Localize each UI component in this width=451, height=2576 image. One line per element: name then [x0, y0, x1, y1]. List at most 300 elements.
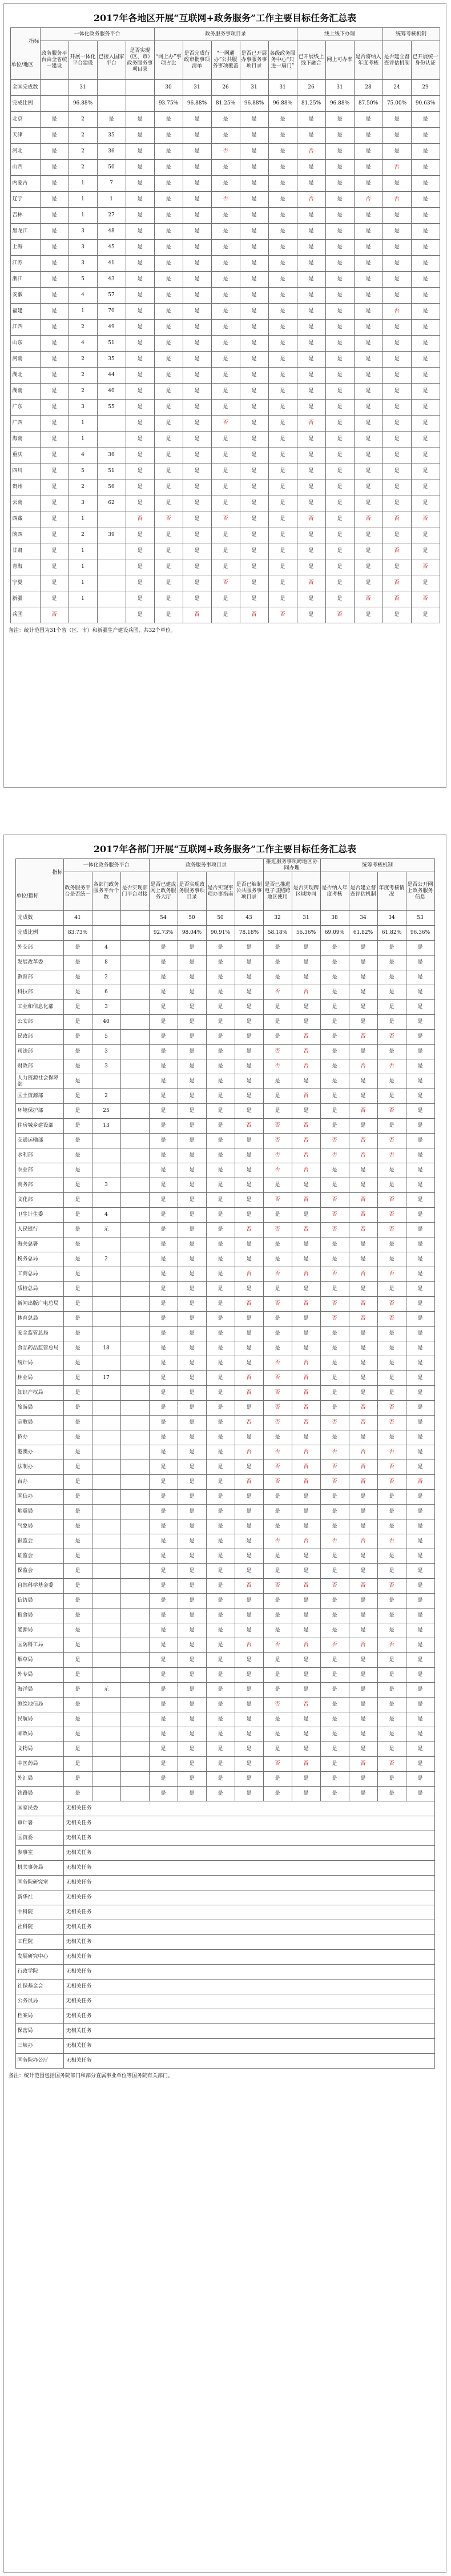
table-cell: 是 [268, 336, 297, 352]
table-cell: 是 [377, 1712, 406, 1727]
header-column-3: 是否实现部门平台对接 [120, 872, 149, 911]
table-cell: 是 [406, 1460, 434, 1475]
table-cell: 是 [406, 1356, 434, 1371]
table-cell: 1 [69, 208, 97, 224]
no-task-row [15, 1980, 434, 1994]
table-cell: 是 [154, 591, 183, 607]
table-cell: 是 [263, 1104, 292, 1119]
table-cell: 是 [211, 176, 240, 192]
table-cell: 是 [354, 607, 382, 623]
table-cell [97, 559, 126, 575]
table-cell: 否 [235, 1416, 263, 1430]
table-cell: 是 [263, 1430, 292, 1445]
table-row [15, 1134, 434, 1148]
table-cell [120, 1208, 149, 1223]
table-cell: 是 [382, 527, 411, 543]
table-cell: 27 [97, 208, 126, 224]
table-cell: 是 [63, 985, 92, 1000]
row-label: 广西 [10, 416, 40, 432]
table-cell: 是 [263, 1549, 292, 1564]
table-cell: 是 [235, 1653, 263, 1668]
table-cell: 是 [349, 1772, 377, 1787]
table-cell: 是 [377, 941, 406, 956]
table-cell: 否 [377, 1148, 406, 1163]
table-cell: 是 [263, 1519, 292, 1534]
table-row [10, 384, 440, 400]
no-task-row [15, 1920, 434, 1935]
table-cell: 是 [377, 1742, 406, 1757]
table-cell: 是 [211, 400, 240, 416]
table-cell: 是 [154, 160, 183, 176]
table-cell [120, 1668, 149, 1683]
table-cell: 是 [349, 1653, 377, 1668]
no-task-row [15, 1905, 434, 1920]
table-cell [92, 926, 120, 941]
table-cell: 是 [320, 1015, 349, 1030]
table-row [10, 272, 440, 288]
table-cell: 是 [406, 1059, 434, 1074]
table-cell: 是 [292, 1430, 320, 1445]
table-cell: 是 [349, 1519, 377, 1534]
table-cell: 是 [297, 128, 325, 144]
table-cell: 4 [69, 448, 97, 463]
table-cell: 是 [268, 400, 297, 416]
table-cell: 是 [268, 288, 297, 304]
table-cell: 是 [377, 1356, 406, 1371]
table-cell: 是 [382, 416, 411, 432]
table-cell: 是 [40, 272, 69, 288]
table2-title: 2017年各部门开展“互联网+政务服务”工作主要目标任务汇总表 [93, 844, 357, 854]
table-cell: 是 [349, 1252, 377, 1267]
table-cell: 是 [354, 176, 382, 192]
table-cell: 否 [211, 511, 240, 527]
table-row [15, 1430, 434, 1445]
header-column-10: 是否纳入年度考核 [320, 872, 349, 911]
table-cell: 是 [377, 1327, 406, 1341]
no-task-status: 无相关任务 [63, 1861, 434, 1876]
table-cell: 是 [406, 1564, 434, 1579]
table-cell: 是 [149, 1000, 178, 1015]
row-label: 保监会 [15, 1564, 63, 1579]
table-cell: 是 [206, 1282, 235, 1297]
table-cell: 是 [40, 224, 69, 240]
table-cell: 是 [320, 1549, 349, 1564]
table-cell: 是 [320, 1371, 349, 1386]
table-cell: 是 [126, 304, 154, 320]
table-cell: 否 [411, 511, 440, 527]
table-cell: 是 [320, 1089, 349, 1104]
table-cell: 45 [97, 240, 126, 256]
table-cell: 是 [406, 985, 434, 1000]
table-cell: 是 [263, 1668, 292, 1683]
table-cell: 是 [126, 112, 154, 128]
table-cell: 是 [349, 1668, 377, 1683]
row-label: 体育总局 [15, 1312, 63, 1327]
table-cell: 是 [411, 384, 440, 400]
table-cell: 是 [292, 1519, 320, 1534]
table-cell: 是 [411, 336, 440, 352]
table-cell: 81.25% [211, 96, 240, 112]
table-cell: 是 [149, 1623, 178, 1638]
table-cell: 是 [126, 128, 154, 144]
row-label: 北京 [10, 112, 40, 128]
table-cell: 是 [406, 1371, 434, 1386]
table-cell: 是 [406, 1519, 434, 1534]
table-cell: 3 [92, 1178, 120, 1193]
table-cell: 是 [320, 1668, 349, 1683]
table-cell: 是 [126, 288, 154, 304]
table-cell: 是 [183, 432, 211, 448]
table-cell: 是 [349, 956, 377, 970]
table-cell: 2 [69, 352, 97, 368]
table-cell: 是 [183, 495, 211, 511]
table-cell: 是 [263, 1074, 292, 1089]
table-cell: 是 [320, 1683, 349, 1698]
table-cell: 是 [178, 1371, 206, 1386]
table-cell: 是 [40, 575, 69, 591]
table-cell: 是 [320, 1252, 349, 1267]
table-cell: 是 [178, 1282, 206, 1297]
table-cell: 否 [349, 1534, 377, 1549]
table-cell: 3 [92, 1059, 120, 1074]
table-cell: 55 [97, 400, 126, 416]
table-cell: 是 [235, 1742, 263, 1757]
table-cell: 是 [325, 320, 354, 336]
row-label: 机关事务局 [15, 1861, 63, 1876]
table-cell: 是 [292, 1787, 320, 1801]
table-cell [126, 80, 154, 96]
table-row [15, 1074, 434, 1089]
table-cell: 是 [149, 1074, 178, 1089]
no-task-status: 无相关任务 [63, 1950, 434, 1965]
table-row [10, 320, 440, 336]
table-cell: 是 [178, 1683, 206, 1698]
header-corner [10, 28, 40, 80]
row-label: 工商总局 [15, 1267, 63, 1282]
table-row [10, 224, 440, 240]
table-cell: 是 [183, 384, 211, 400]
corner-top-label: 指标 [52, 870, 63, 876]
table-cell: 无 [92, 1683, 120, 1698]
table-cell [92, 1564, 120, 1579]
table-cell: 是 [240, 192, 268, 208]
table-cell: 否 [292, 1371, 320, 1386]
row-label: 邮政局 [15, 1727, 63, 1742]
table-cell: 是 [377, 1045, 406, 1059]
table-cell: 是 [63, 1223, 92, 1237]
table-cell: 是 [206, 941, 235, 956]
table-cell: 是 [377, 1564, 406, 1579]
table-row [10, 400, 440, 416]
row-label: 工业和信息化部 [15, 1000, 63, 1015]
table-row [15, 1594, 434, 1609]
table-cell: 是 [354, 527, 382, 543]
table-cell: 是 [406, 1148, 434, 1163]
table-cell: 是 [382, 272, 411, 288]
table-cell: 是 [406, 1312, 434, 1327]
table-cell: 否 [292, 1445, 320, 1460]
no-task-status: 无相关任务 [63, 1846, 434, 1861]
table-cell: 是 [206, 1074, 235, 1089]
table-cell: 是 [377, 1594, 406, 1609]
table-cell: 是 [325, 208, 354, 224]
table-cell: 31 [69, 80, 97, 96]
table-cell: 是 [63, 1416, 92, 1430]
table-cell: 是 [377, 1698, 406, 1712]
table-cell: 是 [297, 527, 325, 543]
table-cell: 是 [149, 1252, 178, 1267]
table-cell: 是 [320, 1341, 349, 1356]
table-cell: 是 [240, 352, 268, 368]
table-cell: 是 [382, 400, 411, 416]
table-cell: 是 [183, 368, 211, 384]
table-cell: 是 [382, 607, 411, 623]
table-cell: 是 [63, 1579, 92, 1594]
department-summary-table [15, 858, 435, 2069]
table-cell: 是 [268, 112, 297, 128]
table-cell: 是 [63, 941, 92, 956]
table-cell: 是 [354, 224, 382, 240]
no-task-row [15, 1876, 434, 1890]
table-cell: 否 [292, 1460, 320, 1475]
table-cell: 56.36% [292, 926, 320, 941]
table-cell [120, 1059, 149, 1074]
row-label: 文化部 [15, 1193, 63, 1208]
table-cell: 是 [178, 1252, 206, 1267]
table-cell: 是 [292, 1712, 320, 1727]
table-row [10, 591, 440, 607]
table-row [15, 1787, 434, 1801]
table-cell [92, 1623, 120, 1638]
table-row [15, 1223, 434, 1237]
table-cell: 3 [69, 400, 97, 416]
table-cell: 是 [406, 1549, 434, 1564]
row-label: 商务部 [15, 1178, 63, 1193]
table-cell: 否 [377, 1416, 406, 1430]
table-cell: 是 [63, 1104, 92, 1119]
row-label: 湖北 [10, 368, 40, 384]
table-cell: 是 [320, 1519, 349, 1534]
table-cell [120, 1223, 149, 1237]
table-cell: 是 [235, 1505, 263, 1519]
table-cell: 35 [97, 128, 126, 144]
table-cell: 是 [411, 463, 440, 479]
table-cell: 是 [63, 1727, 92, 1742]
table-cell: 是 [235, 1237, 263, 1252]
table-cell: 是 [206, 1712, 235, 1727]
table-cell: 是 [149, 1148, 178, 1163]
table-cell: 是 [149, 1668, 178, 1683]
table-cell: 否 [235, 1386, 263, 1401]
table-cell: 是 [154, 304, 183, 320]
table-cell: 是 [297, 559, 325, 575]
table-cell [92, 1742, 120, 1757]
table-cell: 3 [92, 1000, 120, 1015]
table-row [15, 1564, 434, 1579]
table-cell [120, 1742, 149, 1757]
header-column-13: 是否公开网上政务服务信息 [406, 872, 434, 911]
table-cell: 是 [235, 1549, 263, 1564]
table-cell: 是 [211, 495, 240, 511]
row-label: 外汇局 [15, 1772, 63, 1787]
table-cell: 是 [406, 1445, 434, 1460]
table-cell: 否 [211, 192, 240, 208]
table-cell: 是 [354, 416, 382, 432]
table-cell: 是 [263, 941, 292, 956]
table-cell: 2 [69, 384, 97, 400]
table-cell: 是 [63, 1623, 92, 1638]
row-label: 法制办 [15, 1460, 63, 1475]
table-cell: 4 [69, 288, 97, 304]
table-cell: 是 [406, 1579, 434, 1594]
table-cell: 是 [263, 1030, 292, 1045]
row-label: 卫生计生委 [15, 1208, 63, 1223]
table-cell: 是 [178, 1178, 206, 1193]
table-cell: 是 [349, 1015, 377, 1030]
table-row [15, 1712, 434, 1727]
table-cell: 是 [325, 240, 354, 256]
table-cell: 是 [63, 1030, 92, 1045]
table-cell: 是 [325, 352, 354, 368]
table-cell: 是 [63, 1772, 92, 1787]
table-row [15, 1312, 434, 1327]
table-cell: 否 [377, 1208, 406, 1223]
table-cell: 是 [126, 527, 154, 543]
table-cell: 是 [126, 432, 154, 448]
table-cell: 否 [292, 1119, 320, 1134]
table-cell: 是 [149, 1119, 178, 1134]
table-cell: 是 [297, 160, 325, 176]
no-task-status: 无相关任务 [63, 1935, 434, 1950]
table-cell [97, 80, 126, 96]
table-cell: 是 [206, 1564, 235, 1579]
table-cell: 是 [154, 240, 183, 256]
table-cell: 是 [354, 463, 382, 479]
table-cell: 是 [206, 1519, 235, 1534]
table-cell: 是 [206, 1252, 235, 1267]
table-cell: 是 [354, 575, 382, 591]
table-cell [97, 96, 126, 112]
table-cell: 是 [297, 208, 325, 224]
table-cell: 是 [377, 1178, 406, 1193]
table-cell: 是 [235, 1134, 263, 1148]
table-cell: 是 [320, 1119, 349, 1134]
table-cell: 是 [235, 1163, 263, 1178]
table-row [15, 970, 434, 985]
table-cell: 是 [178, 1653, 206, 1668]
table-cell: 是 [183, 256, 211, 272]
table-cell: 是 [354, 495, 382, 511]
table-cell [120, 1505, 149, 1519]
table-cell: 是 [206, 1698, 235, 1712]
table-cell: 是 [320, 941, 349, 956]
table-cell: 是 [178, 1594, 206, 1609]
table-cell: 是 [268, 176, 297, 192]
table-cell [120, 1282, 149, 1297]
header-column-7: “一网通办”公共服务事项覆盖 [211, 41, 240, 80]
table-cell: 是 [40, 288, 69, 304]
table-cell: 40 [92, 1015, 120, 1030]
no-task-status: 无相关任务 [63, 1816, 434, 1831]
table-cell: 是 [63, 1787, 92, 1801]
table-cell: 是 [40, 240, 69, 256]
table-cell: 是 [382, 256, 411, 272]
row-label: 环境保护部 [15, 1104, 63, 1119]
table-cell: 否 [263, 1134, 292, 1148]
table-cell: 是 [63, 1757, 92, 1772]
table-cell: 否 [349, 1193, 377, 1208]
table-cell: 是 [297, 288, 325, 304]
table-cell: 是 [149, 1490, 178, 1505]
table-cell: 是 [268, 224, 297, 240]
table-cell [92, 1549, 120, 1564]
no-task-status: 无相关任务 [63, 2009, 434, 2024]
row-label: 人民银行 [15, 1223, 63, 1237]
table-cell: 是 [320, 1430, 349, 1445]
table-row [15, 956, 434, 970]
table-cell: 是 [349, 1698, 377, 1712]
no-task-row [15, 2009, 434, 2024]
table-cell: 否 [349, 1445, 377, 1460]
table-cell: 是 [178, 1623, 206, 1638]
table-cell: 是 [263, 1327, 292, 1341]
table-cell: 44 [97, 368, 126, 384]
table-cell: 是 [178, 941, 206, 956]
header-column-13: 是否建立督查评估机制 [382, 41, 411, 80]
table-cell [92, 1430, 120, 1445]
table-cell: 是 [63, 1683, 92, 1698]
table-cell: 是 [63, 1371, 92, 1386]
row-label: 民航局 [15, 1712, 63, 1727]
row-label: 青海 [10, 559, 40, 575]
table-cell: 是 [263, 1772, 292, 1787]
table-row [15, 1015, 434, 1030]
table-cell: 是 [325, 160, 354, 176]
no-task-status: 无相关任务 [63, 1980, 434, 1994]
table-cell: 否 [292, 1045, 320, 1059]
table-cell: 是 [126, 543, 154, 559]
table-cell: 否 [263, 1297, 292, 1312]
table-row [15, 1579, 434, 1594]
table-cell: 是 [206, 1549, 235, 1564]
no-task-row [15, 1831, 434, 1846]
table-cell: 是 [320, 1772, 349, 1787]
table-cell: 是 [149, 1505, 178, 1519]
table-cell [120, 1297, 149, 1312]
table-cell: 是 [325, 144, 354, 160]
table-cell: 否 [263, 1045, 292, 1059]
table-cell: 是 [126, 240, 154, 256]
table-cell: 1 [69, 304, 97, 320]
table-cell: 是 [349, 1564, 377, 1579]
table-row [15, 941, 434, 956]
table-cell: 是 [211, 288, 240, 304]
table-cell: 是 [406, 1594, 434, 1609]
table-cell: 是 [377, 1386, 406, 1401]
table-cell: 是 [154, 432, 183, 448]
table-cell: 是 [406, 1208, 434, 1223]
row-label: 气象局 [15, 1519, 63, 1534]
table-cell: 是 [183, 160, 211, 176]
table-cell: 是 [40, 416, 69, 432]
table-cell: 是 [240, 208, 268, 224]
table-cell: 是 [325, 575, 354, 591]
table-row [10, 448, 440, 463]
table-cell: 是 [263, 1490, 292, 1505]
table-cell: 是 [382, 463, 411, 479]
table-cell [92, 1267, 120, 1282]
table-cell: 是 [377, 1074, 406, 1089]
